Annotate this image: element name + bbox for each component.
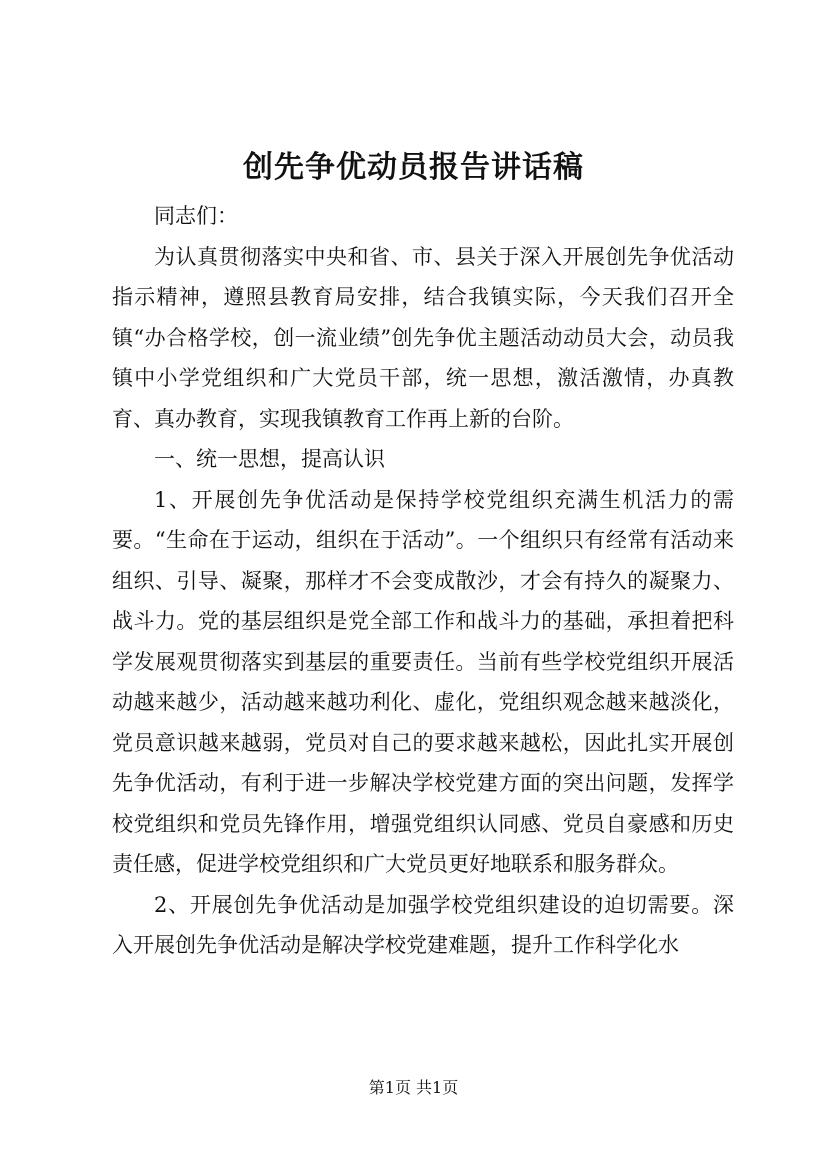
intro-paragraph: 为认真贯彻落实中央和省、市、县关于深入开展创先争优活动指示精神，遵照县教育局安排，结合我镇实际，今天我们召开全镇“办合格学校，创一流业绩”创先争优主题活动动员大会，动员我镇中小学党组织和广大党员干部，统一思想，激活激情，办真教育、真办教育，实现我镇教育工作再上新的台阶。 <box>112 244 734 431</box>
point-2-paragraph: 2、开展创先争优活动是加强学校党组织建设的迫切需要。深入开展创先争优活动是解决学校党建难题，提升工作科学化水 <box>112 892 734 957</box>
point-1-paragraph: 1、开展创先争优活动是保持学校党组织充满生机活力的需要。“生命在于运动，组织在于活动”。一个组织只有经常有活动来组织、引导、凝聚，那样才不会变成散沙，才会有持久的凝聚力、战斗力。党的基层组织是党全部工作和战斗力的基础，承担着把科学发展观贯彻落实到基层的重要责任。当前有些学校党组织开展活动越来越少，活动越来越功利化、虚化，党组织观念越来越淡化，党员意识越来越弱，党员对自己的要求越来越松，因此扎实开展创先争优活动，有利于进一步解决学校党建方面的突出问题，发挥学校党组织和党员先锋作用，增强党组织认同感、党员自豪感和历史责任感，促进学校党组织和广大党员更好地联系和服务群众。 <box>112 487 734 876</box>
salutation-paragraph: 同志们： <box>154 204 238 228</box>
page-number-footer: 第1页 共1页 <box>368 1078 459 1097</box>
document-title: 创先争优动员报告讲话稿 <box>243 150 584 185</box>
section-heading: 一、统一思想，提高认识 <box>154 447 385 471</box>
document-body <box>112 196 734 966</box>
